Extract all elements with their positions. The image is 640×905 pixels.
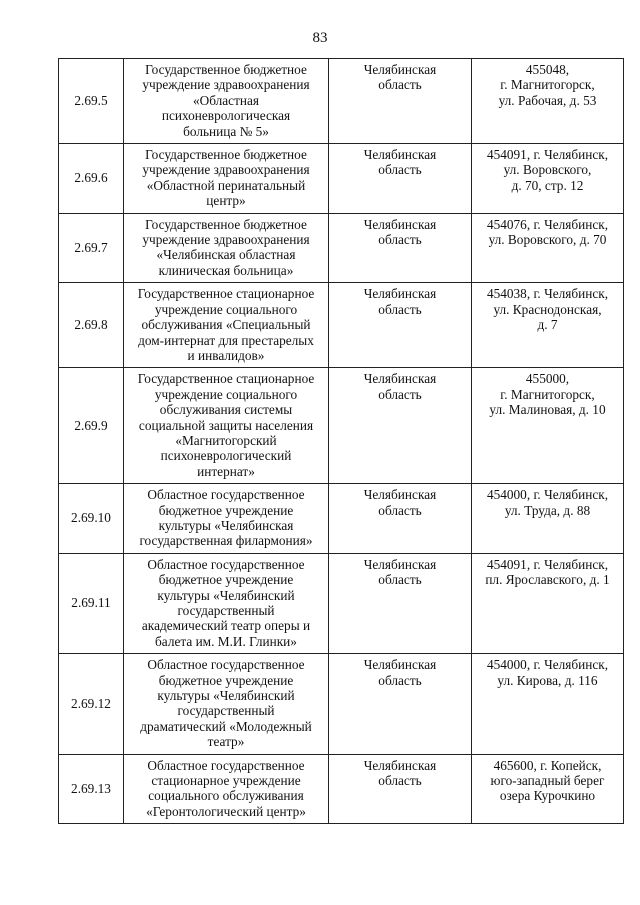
- row-number: 2.69.11: [59, 553, 124, 653]
- address: 454038, г. Челябинск, ул. Краснодонская, д. 7: [472, 283, 624, 368]
- institution-name: Государственное стационарное учреждение социального обслуживания системы социальной защиты населения «Магнитогорский психоневрологический интернат»: [124, 368, 329, 484]
- region: Челябинская область: [329, 368, 472, 484]
- table-row: [59, 484, 624, 554]
- institution-name: Областное государственное бюджетное учреждение культуры «Челябинский государственный драматический «Молодежный театр»: [124, 654, 329, 754]
- row-number: 2.69.13: [59, 754, 124, 824]
- address: 454000, г. Челябинск, ул. Кирова, д. 116: [472, 654, 624, 754]
- table-row: [59, 368, 624, 484]
- table-row: [59, 654, 624, 754]
- address: 454091, г. Челябинск, ул. Воровского, д. 70, стр. 12: [472, 144, 624, 214]
- address: 455000, г. Магнитогорск, ул. Малиновая, д. 10: [472, 368, 624, 484]
- address: 454076, г. Челябинск, ул. Воровского, д. 70: [472, 213, 624, 283]
- region: Челябинская область: [329, 553, 472, 653]
- table-row: [59, 213, 624, 283]
- row-number: 2.69.10: [59, 484, 124, 554]
- address: 455048, г. Магнитогорск, ул. Рабочая, д. 53: [472, 59, 624, 144]
- region: Челябинская область: [329, 283, 472, 368]
- region: Челябинская область: [329, 213, 472, 283]
- address: 465600, г. Копейск, юго-западный берег озера Курочкино: [472, 754, 624, 824]
- page-number: 83: [312, 30, 328, 46]
- row-number: 2.69.5: [59, 59, 124, 144]
- region: Челябинская область: [329, 484, 472, 554]
- table-row: [59, 59, 624, 144]
- row-number: 2.69.9: [59, 368, 124, 484]
- address: 454000, г. Челябинск, ул. Труда, д. 88: [472, 484, 624, 554]
- region: Челябинская область: [329, 654, 472, 754]
- region: Челябинская область: [329, 59, 472, 144]
- row-number: 2.69.7: [59, 213, 124, 283]
- table-row: [59, 144, 624, 214]
- table-row: [59, 283, 624, 368]
- row-number: 2.69.12: [59, 654, 124, 754]
- institution-name: Государственное бюджетное учреждение здравоохранения «Челябинская областная клиническая больница»: [124, 213, 329, 283]
- region: Челябинская область: [329, 144, 472, 214]
- institution-name: Областное государственное бюджетное учреждение культуры «Челябинский государственный академический театр оперы и балета им. М.И. Глинки»: [124, 553, 329, 653]
- row-number: 2.69.8: [59, 283, 124, 368]
- institution-name: Областное государственное стационарное учреждение социального обслуживания «Геронтологический центр»: [124, 754, 329, 824]
- institution-name: Государственное бюджетное учреждение здравоохранения «Областной перинатальный центр»: [124, 144, 329, 214]
- table-row: [59, 553, 624, 653]
- institutions-table: [58, 58, 624, 824]
- institution-name: Государственное бюджетное учреждение здравоохранения «Областная психоневрологическая больница № 5»: [124, 59, 329, 144]
- row-number: 2.69.6: [59, 144, 124, 214]
- address: 454091, г. Челябинск, пл. Ярославского, д. 1: [472, 553, 624, 653]
- institution-name: Государственное стационарное учреждение социального обслуживания «Специальный дом-интернат для престарелых и инвалидов»: [124, 283, 329, 368]
- institution-name: Областное государственное бюджетное учреждение культуры «Челябинская государственная филармония»: [124, 484, 329, 554]
- region: Челябинская область: [329, 754, 472, 824]
- table-body: [59, 59, 624, 824]
- table-row: [59, 754, 624, 824]
